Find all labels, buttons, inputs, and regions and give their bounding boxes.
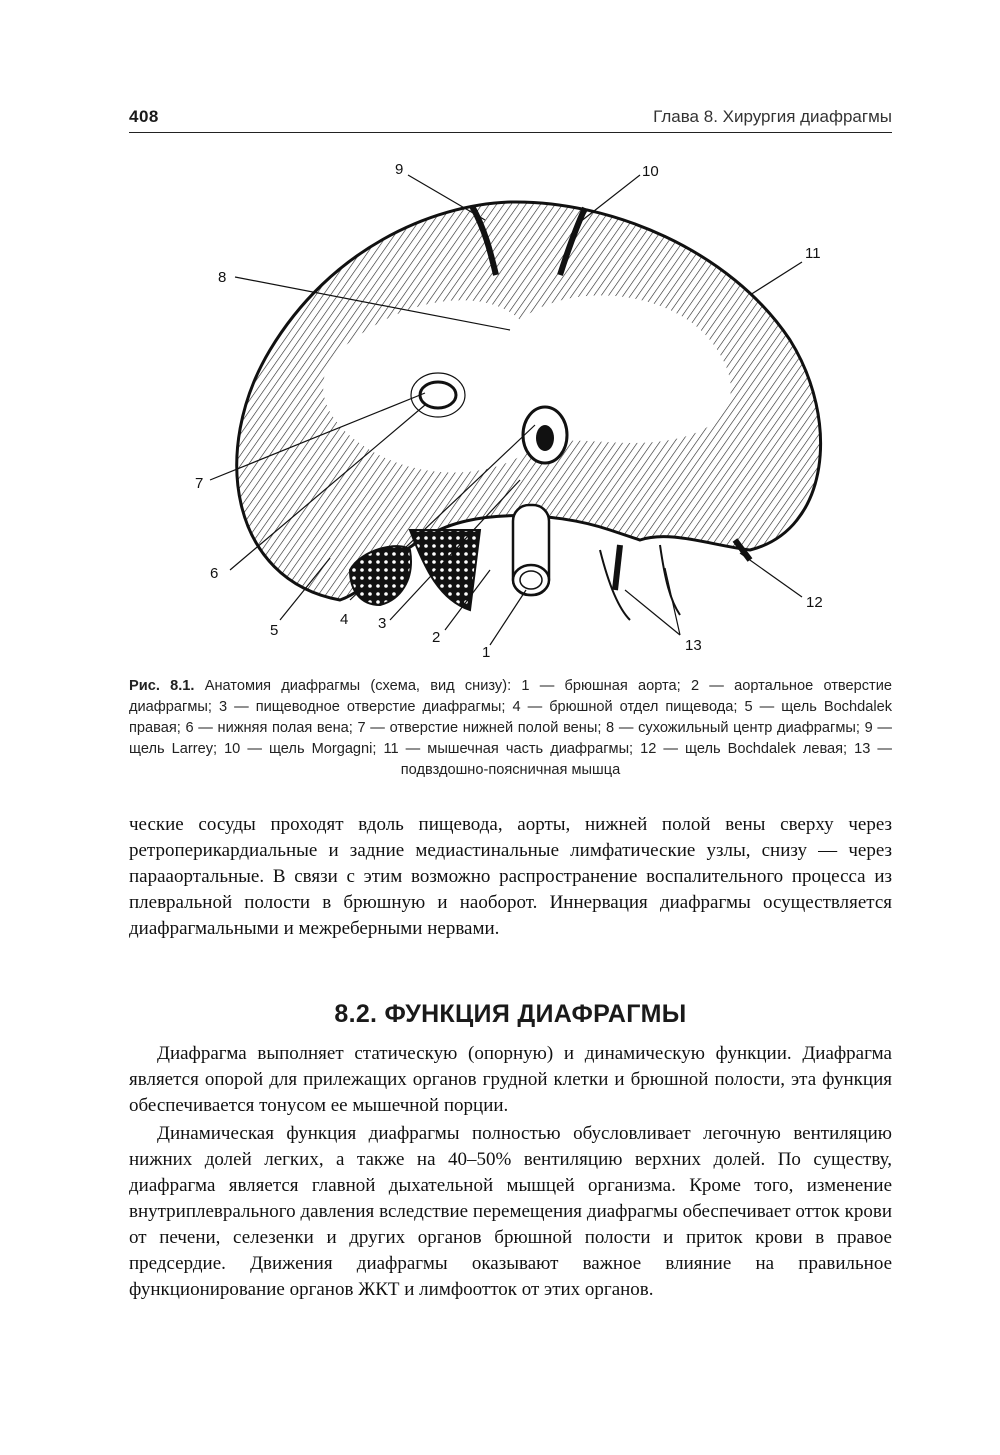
running-head [129,103,892,131]
paragraph-static-dynamic: Диафрагма выполняет статическую (опорную) и динамическую функции. Диафрагма является опорой для прилежащих органов грудной клетки и брюшной полости, эта функция обеспечивается тонусом ее мышечной порции. [129,1043,892,1116]
callout-3: 3 [378,615,387,632]
callout-13: 13 [685,637,702,654]
caption-label: Рис. 8.1. [129,678,195,694]
aorta [513,505,549,595]
callout-5: 5 [270,622,279,639]
callout-12: 12 [806,594,823,611]
paragraph-dynamic-function: Динамическая функция диафрагмы полностью обусловливает легочную вентиляцию нижних долей легких, а также на 40–50% вентиляцию верхних долей. По существу, диафрагма является главной дыхательной мышцей организма. Кроме того, изменение внутриплеврального давления вследствие перемещения диафрагмы обеспечивает отток крови от печени, селезенки и других органов брюшной полости и приток крови в правое предсердие. Движения диафрагмы оказывают важное влияние на правильное функционирование органов ЖКТ и лимфоотток от этих органов. [129,1123,892,1300]
ivc-foramen [420,382,456,408]
section-title: 8.2. ФУНКЦИЯ ДИАФРАГМЫ [334,1000,687,1028]
callout-4: 4 [340,611,349,628]
callout-8: 8 [218,269,227,286]
callout-1: 1 [482,644,491,661]
caption-text: Анатомия диафрагмы (схема, вид снизу): 1 — брюшная аорта; 2 — аортальное отверстие диафрагмы; 3 — пищеводное отверстие диафрагмы; 4 — брюшной отдел пищевода; 5 — щель Bochdalek правая; 6 — нижняя полая вена; 7 — отверстие нижней полой вены; 8 — сухожильный центр диафрагмы; 9 — щель Larrey; 10 — щель Morgagni; 11 — мышечная часть диафрагмы; 12 — щель Bochdalek левая; 13 — подвздошно-поясничная мышца [129,678,893,778]
continued-paragraph: ческие сосуды проходят вдоль пищевода, аорты, нижней полой вены сверху через ретроперикардиальные и задние медиастинальные лимфатические узлы, снизу — через парааортальные. В связи с этим возможно распространение воспалительного процесса из плевральной полости в брюшную и наоборот. Иннервация диафрагмы осуществляется диафрагмальными и межреберными нервами. [129,814,892,939]
callout-2: 2 [432,629,441,646]
callout-11: 11 [805,245,821,262]
diaphragm-illustration [190,150,830,665]
diaphragm-figure [190,150,830,665]
callout-7: 7 [195,475,204,492]
chapter-title: Глава 8. Хирургия диафрагмы [653,107,892,126]
callout-6: 6 [210,565,219,582]
callout-9: 9 [395,161,404,178]
figure-caption [129,676,892,781]
page-number: 408 [129,107,159,126]
header-rule [129,132,892,133]
callout-10: 10 [642,163,659,180]
